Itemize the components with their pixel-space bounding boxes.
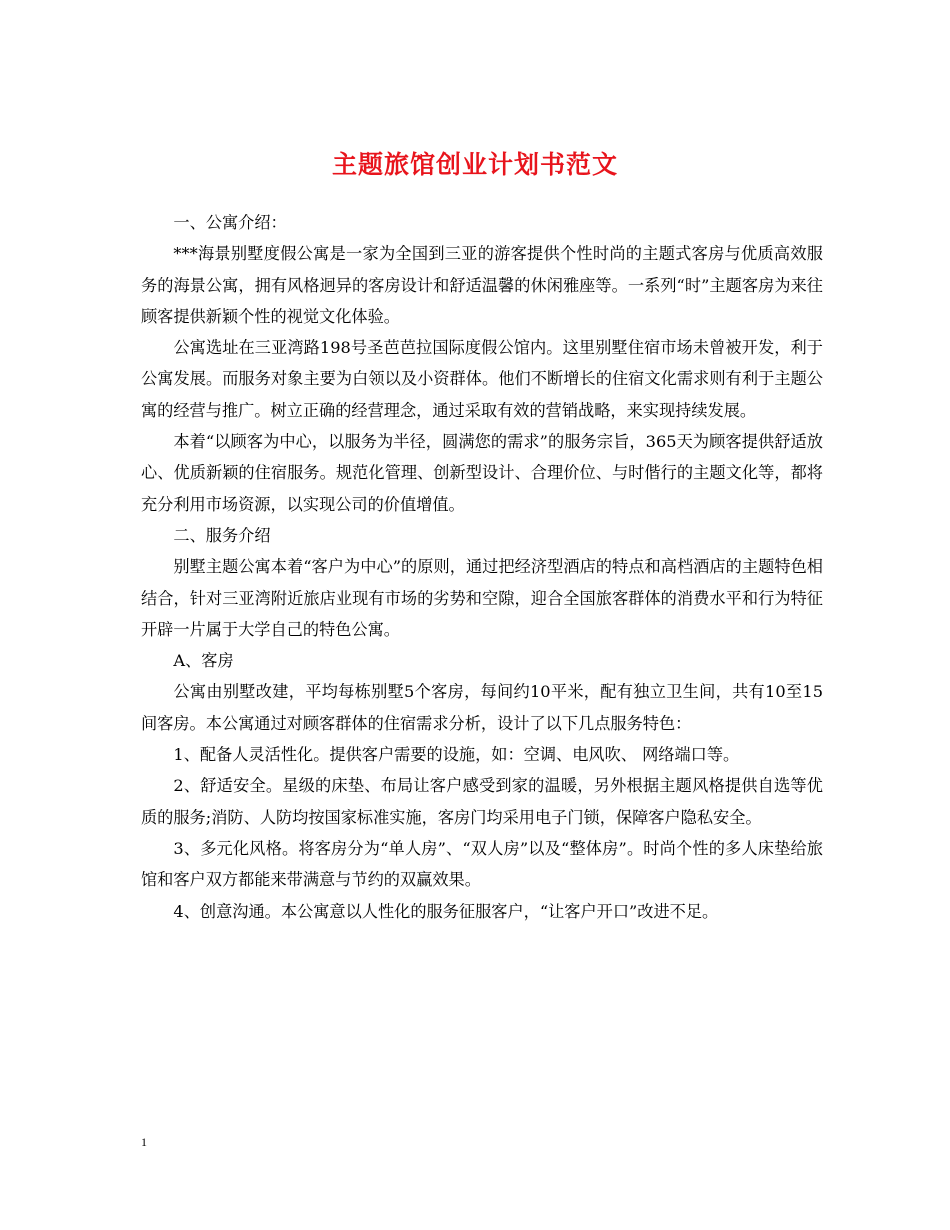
list-item-feature-1: 1、配备人灵活性化。提供客户需要的设施，如：空调、电风吹、 网络端口等。 [173, 745, 740, 765]
paragraph-service-tenet: 本着“以顾客为中心，以服务为半径，圆满您的需求”的服务宗旨，365天为顾客提供舒适放心、优质新颖的住宿服务。规范化管理、创新型设计、合理价位、与时偕行的主题文化等，都将充分利用市场资源，以实现公司的价值增值。 [141, 432, 823, 514]
paragraph-service-principle: 别墅主题公寓本着“客户为中心”的原则，通过把经济型酒店的特点和高档酒店的主题特色相结合，针对三亚湾附近旅店业现有市场的劣势和空隙，迎合全国旅客群体的消费水平和行为特征开辟一片属于大学自己的特色公寓。 [141, 557, 823, 639]
document-body [141, 207, 823, 927]
section-heading-service-intro: 二、服务介绍 [173, 525, 271, 545]
page-number: 1 [141, 1135, 147, 1149]
paragraph-apartment-overview: ***海景别墅度假公寓是一家为全国到三亚的游客提供个性时尚的主题式客房与优质高效服务的海景公寓，拥有风格迥异的客房设计和舒适温馨的休闲雅座等。一系列“时”主题客房为来往顾客提供新颖个性的视觉文化体验。 [141, 244, 823, 326]
list-item-feature-2: 2、舒适安全。星级的床垫、布局让客户感受到家的温暖，另外根据主题风格提供自选等优质的服务;消防、人防均按国家标准实施，客房门均采用电子门锁，保障客户隐私安全。 [141, 776, 823, 827]
subsection-heading-rooms: A、客房 [173, 651, 234, 671]
list-item-feature-4: 4、创意沟通。本公寓意以人性化的服务征服客户，“让客户开口”改进不足。 [173, 901, 719, 921]
paragraph-rooms-description: 公寓由别墅改建，平均每栋别墅5个客房，每间约10平米，配有独立卫生间，共有10至15间客房。本公寓通过对顾客群体的住宿需求分析，设计了以下几点服务特色： [141, 682, 823, 733]
paragraph-location: 公寓选址在三亚湾路198号圣芭芭拉国际度假公馆内。这里别墅住宿市场未曾被开发，利于公寓发展。而服务对象主要为白领以及小资群体。他们不断增长的住宿文化需求则有利于主题公寓的经营与推广。树立正确的经营理念，通过采取有效的营销战略，来实现持续发展。 [141, 338, 823, 420]
document-title: 主题旅馆创业计划书范文 [331, 149, 618, 179]
section-heading-apartment-intro: 一、公寓介绍： [173, 213, 287, 232]
list-item-feature-3: 3、多元化风格。将客房分为“单人房”、“双人房”以及“整体房”。时尚个性的多人床垫给旅馆和客户双方都能来带满意与节约的双赢效果。 [141, 838, 823, 890]
